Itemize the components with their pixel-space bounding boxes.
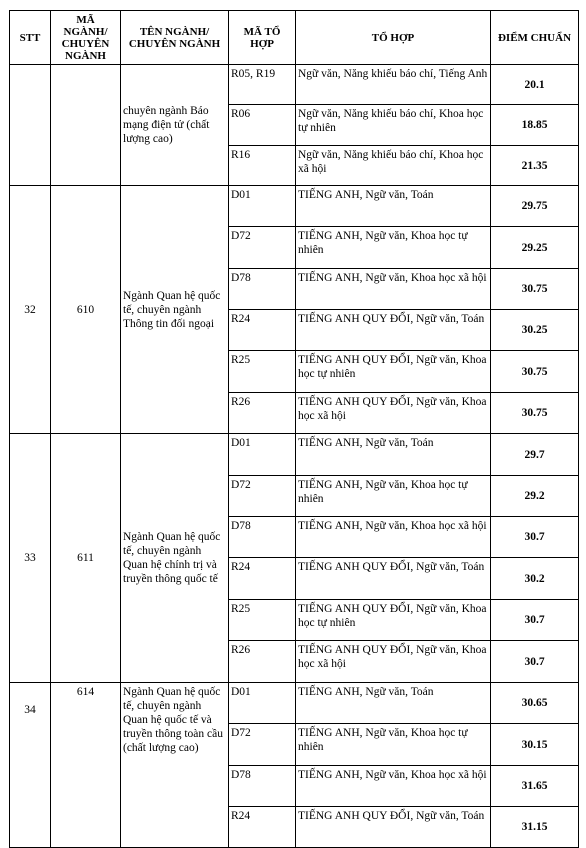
ma-to-hop-cell: D01 [229,186,296,227]
ma-to-hop-cell: D72 [229,724,296,766]
header-row [10,11,579,65]
ma-to-hop-cell: D72 [229,476,296,517]
ma-to-hop-cell: R05, R19 [229,65,296,105]
ma-to-hop-cell: R25 [229,351,296,393]
diem-chuan-cell: 30.7 [491,517,579,558]
diem-chuan-cell: 29.75 [491,186,579,227]
diem-chuan-cell: 30.7 [491,641,579,683]
ma-to-hop-cell: D01 [229,434,296,476]
diem-chuan-cell: 30.75 [491,351,579,393]
ma-nganh-cell: 611 [51,434,121,683]
diem-chuan-cell: 30.65 [491,683,579,724]
to-hop-cell: TIẾNG ANH QUY ĐỔI, Ngữ văn, Toán [296,807,491,848]
to-hop-cell: TIẾNG ANH, Ngữ văn, Khoa học xã hội [296,517,491,558]
stt-cell: 34 [10,683,51,848]
diem-chuan-cell: 30.25 [491,310,579,351]
ma-to-hop-cell: R24 [229,558,296,600]
to-hop-cell: TIẾNG ANH, Ngữ văn, Khoa học tự nhiên [296,476,491,517]
ma-nganh-cell [51,65,121,186]
to-hop-cell: TIẾNG ANH, Ngữ văn, Khoa học tự nhiên [296,724,491,766]
ma-to-hop-cell: D78 [229,517,296,558]
to-hop-cell: TIẾNG ANH QUY ĐỔI, Ngữ văn, Toán [296,310,491,351]
to-hop-cell: TIẾNG ANH QUY ĐỔI, Ngữ văn, Khoa học tự nhiên [296,351,491,393]
to-hop-cell: TIẾNG ANH, Ngữ văn, Toán [296,683,491,724]
header-to-hop: TỔ HỢP [296,11,491,65]
diem-chuan-cell: 30.15 [491,724,579,766]
header-ma-to-hop: MÃ TỔ HỢP [229,11,296,65]
ma-to-hop-cell: R06 [229,105,296,146]
to-hop-cell: TIẾNG ANH QUY ĐỔI, Ngữ văn, Toán [296,558,491,600]
to-hop-cell: TIẾNG ANH, Ngữ văn, Toán [296,434,491,476]
header-stt: STT [10,11,51,65]
header-ma-nganh: MÃ NGÀNH/ CHUYÊN NGÀNH [51,11,121,65]
diem-chuan-cell: 30.75 [491,393,579,434]
diem-chuan-cell: 31.15 [491,807,579,848]
ma-nganh-cell: 614 [51,683,121,848]
ma-to-hop-cell: D78 [229,269,296,310]
diem-chuan-cell: 29.7 [491,434,579,476]
diem-chuan-cell: 30.2 [491,558,579,600]
diem-chuan-cell: 29.2 [491,476,579,517]
stt-cell: 32 [10,186,51,434]
ma-nganh-cell: 610 [51,186,121,434]
table-row [10,683,579,724]
to-hop-cell: TIẾNG ANH, Ngữ văn, Khoa học xã hội [296,269,491,310]
ma-to-hop-cell: R26 [229,393,296,434]
header-ten-nganh: TÊN NGÀNH/ CHUYÊN NGÀNH [121,11,229,65]
to-hop-cell: TIẾNG ANH QUY ĐỔI, Ngữ văn, Khoa học xã hội [296,641,491,683]
admission-score-table [9,10,579,848]
diem-chuan-cell: 21.35 [491,146,579,186]
stt-cell [10,65,51,186]
ten-nganh-cell: Ngành Quan hệ quốc tế, chuyên ngành Quan hệ quốc tế và truyền thông toàn cầu (chất lượng cao) [121,683,229,848]
to-hop-cell: TIẾNG ANH, Ngữ văn, Khoa học xã hội [296,766,491,807]
to-hop-cell: TIẾNG ANH QUY ĐỔI, Ngữ văn, Khoa học tự nhiên [296,600,491,641]
table-row [10,434,579,476]
to-hop-cell: Ngữ văn, Năng khiếu báo chí, Khoa học xã hội [296,146,491,186]
ten-nganh-cell: Ngành Quan hệ quốc tế, chuyên ngành Thông tin đối ngoại [121,186,229,434]
to-hop-cell: TIẾNG ANH QUY ĐỔI, Ngữ văn, Khoa học xã hội [296,393,491,434]
stt-cell: 33 [10,434,51,683]
ten-nganh-cell: chuyên ngành Báo mạng điện tử (chất lượng cao) [121,65,229,186]
ten-nganh-cell: Ngành Quan hệ quốc tế, chuyên ngành Quan hệ chính trị và truyền thông quốc tế [121,434,229,683]
ma-to-hop-cell: D72 [229,227,296,269]
diem-chuan-cell: 31.65 [491,766,579,807]
ma-to-hop-cell: R25 [229,600,296,641]
table-row [10,186,579,227]
diem-chuan-cell: 18.85 [491,105,579,146]
to-hop-cell: Ngữ văn, Năng khiếu báo chí, Khoa học tự nhiên [296,105,491,146]
ma-to-hop-cell: R24 [229,807,296,848]
ma-to-hop-cell: D01 [229,683,296,724]
ma-to-hop-cell: D78 [229,766,296,807]
diem-chuan-cell: 20.1 [491,65,579,105]
diem-chuan-cell: 29.25 [491,227,579,269]
ma-to-hop-cell: R16 [229,146,296,186]
header-diem-chuan: ĐIỂM CHUẨN [491,11,579,65]
ma-to-hop-cell: R24 [229,310,296,351]
to-hop-cell: Ngữ văn, Năng khiếu báo chí, Tiếng Anh [296,65,491,105]
diem-chuan-cell: 30.75 [491,269,579,310]
table-body [10,65,579,848]
diem-chuan-cell: 30.7 [491,600,579,641]
ma-to-hop-cell: R26 [229,641,296,683]
table-row [10,65,579,105]
to-hop-cell: TIẾNG ANH, Ngữ văn, Toán [296,186,491,227]
to-hop-cell: TIẾNG ANH, Ngữ văn, Khoa học tự nhiên [296,227,491,269]
